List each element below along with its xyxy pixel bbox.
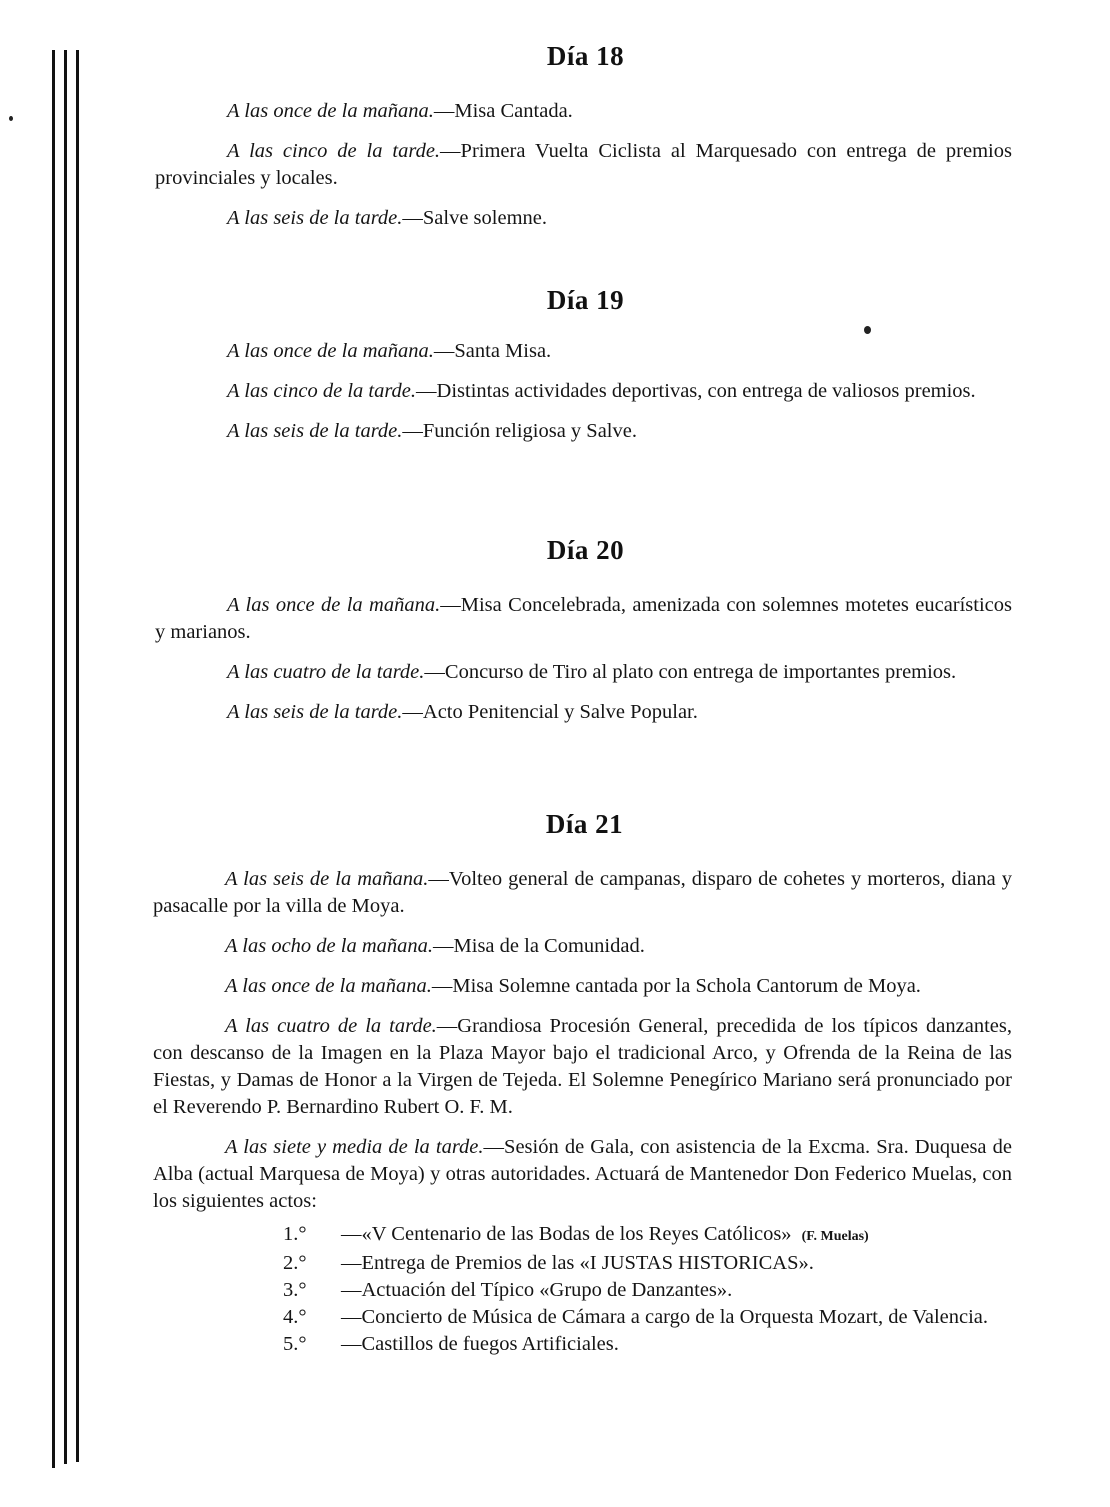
entry-text: —Misa Cantada. — [433, 100, 573, 122]
act-text: —Entrega de Premios de las «I JUSTAS HISTORICAS». — [341, 1252, 814, 1274]
entry-text: —Distintas actividades deportivas, con entrega de valiosos premios. — [416, 380, 976, 402]
entry-text: —Salve solemne. — [402, 207, 548, 229]
schedule-entry — [155, 205, 1012, 232]
entry-time: A las cinco de la tarde. — [227, 140, 441, 162]
act-text: —Castillos de fuegos Artificiales. — [341, 1333, 619, 1355]
day-title: Día 18 — [546, 41, 625, 71]
schedule-entry — [153, 1013, 1012, 1121]
day-20-section — [155, 530, 1012, 739]
entry-time: A las cinco de la tarde. — [227, 380, 417, 402]
schedule-entry — [155, 378, 1012, 405]
schedule-entry — [155, 592, 1012, 646]
schedule-entry — [155, 418, 1012, 445]
act-item — [283, 1221, 1012, 1250]
act-item — [283, 1250, 1012, 1277]
entry-text: —Misa Concelebrada, amenizada con solemnes motetes eucarísticos y marianos. — [155, 594, 1013, 643]
act-item — [283, 1331, 1012, 1358]
entry-text: —Concurso de Tiro al plato con entrega de importantes premios. — [424, 661, 957, 683]
day-title: Día 19 — [546, 285, 625, 315]
day-21-section — [153, 804, 1012, 1358]
act-number: 4.° — [283, 1306, 307, 1328]
act-item — [283, 1277, 1012, 1304]
entry-time: A las seis de la tarde. — [227, 207, 403, 229]
entry-time: A las siete y media de la tarde. — [225, 1136, 484, 1158]
entry-text: —Santa Misa. — [433, 340, 552, 362]
entry-text: —Acto Penitencial y Salve Popular. — [402, 701, 698, 723]
schedule-entry — [153, 866, 1012, 920]
act-number: 3.° — [283, 1279, 307, 1301]
day-title: Día 21 — [545, 809, 624, 839]
schedule-entry — [155, 338, 1012, 365]
act-number: 2.° — [283, 1252, 307, 1274]
entry-time: A las seis de la tarde. — [227, 701, 403, 723]
entry-text: —Volteo general de campanas, disparo de cohetes y morteros, diana y pasacalle por la villa de Moya. — [153, 868, 1012, 917]
day-18-section — [155, 36, 1012, 245]
entry-time: A las once de la mañana. — [227, 340, 434, 362]
act-text: —«V Centenario de las Bodas de los Reyes Católicos» — [341, 1223, 792, 1245]
day-19-section — [155, 280, 1012, 458]
act-text: —Actuación del Típico «Grupo de Danzantes». — [341, 1279, 733, 1301]
entry-text: —Sesión de Gala, con asistencia de la Excma. Sra. Duquesa de Alba (actual Marquesa de Moya) y otras autoridades. Actuará de Mantenedor Don Federico Muelas, con los siguientes actos: — [153, 1136, 1012, 1212]
entry-text: —Misa Solemne cantada por la Schola Cantorum de Moya. — [431, 975, 921, 997]
act-number: 1.° — [283, 1223, 307, 1245]
margin-rule-right — [76, 50, 79, 1462]
acts-list — [283, 1221, 1012, 1358]
schedule-entry — [153, 973, 1012, 1000]
entry-text: —Función religiosa y Salve. — [402, 420, 637, 442]
ink-speck — [9, 116, 13, 121]
act-number: 5.° — [283, 1333, 307, 1355]
entry-text: —Primera Vuelta Ciclista al Marquesado con entrega de premios provinciales y locales. — [155, 140, 1012, 189]
schedule-entry — [153, 1134, 1012, 1215]
act-item — [283, 1304, 1012, 1331]
schedule-entry — [155, 138, 1012, 192]
schedule-entry — [153, 933, 1012, 960]
schedule-entry — [155, 659, 1012, 686]
entry-time: A las once de la mañana. — [227, 594, 441, 616]
margin-rule-middle — [64, 50, 67, 1464]
schedule-entry — [155, 699, 1012, 726]
entry-time: A las cuatro de la tarde. — [227, 661, 425, 683]
entry-time: A las ocho de la mañana. — [225, 935, 434, 957]
entry-time: A las seis de la tarde. — [227, 420, 403, 442]
entry-text: —Misa de la Comunidad. — [433, 935, 645, 957]
entry-time: A las once de la mañana. — [227, 100, 434, 122]
margin-rule-left — [52, 50, 55, 1468]
act-text: —Concierto de Música de Cámara a cargo de la Orquesta Mozart, de Valencia. — [341, 1306, 989, 1328]
entry-time: A las cuatro de la tarde. — [225, 1015, 437, 1037]
act-credit: (F. Muelas) — [801, 1229, 869, 1244]
entry-text: —Grandiosa Procesión General, precedida de los típicos danzantes, con descanso de la Imagen en la Plaza Mayor bajo el tradicional Arco, y Ofrenda de la Reina de las Fiestas, y Damas de Honor a la Virgen de Tejeda. El Solemne Penegírico Mariano será pronunciado por el Reverendo P. Bernardino Rubert O. F. M. — [153, 1015, 1012, 1118]
entry-time: A las seis de la mañana. — [225, 868, 429, 890]
entry-time: A las once de la mañana. — [225, 975, 432, 997]
day-title: Día 20 — [546, 535, 625, 565]
schedule-entry — [155, 98, 1012, 125]
